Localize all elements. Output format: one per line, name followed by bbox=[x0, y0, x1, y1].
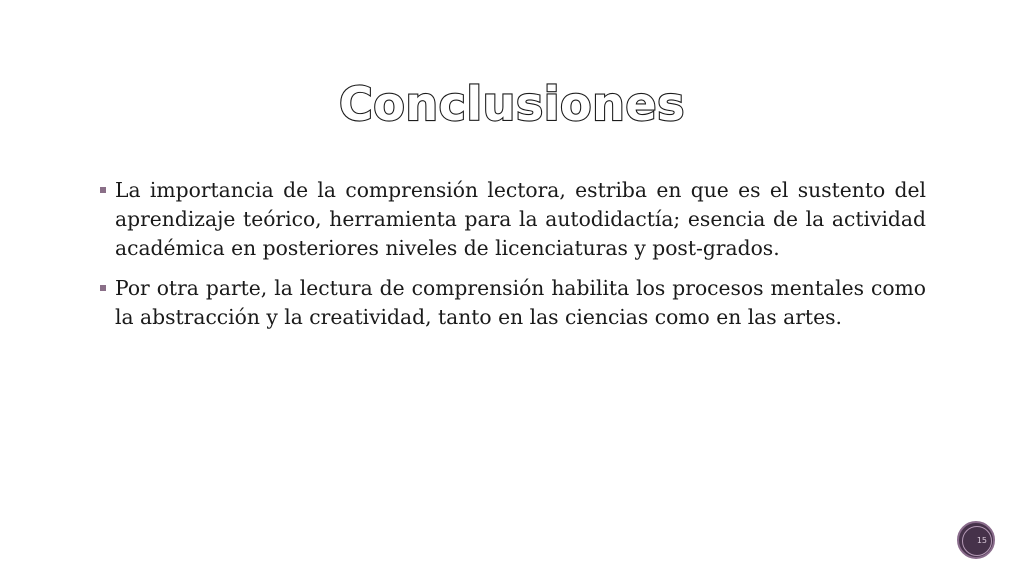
square-bullet-icon bbox=[100, 285, 106, 291]
page-number-badge bbox=[957, 521, 995, 559]
bullet-list bbox=[100, 176, 926, 343]
slide-title: Conclusiones bbox=[339, 77, 685, 131]
square-bullet-icon bbox=[100, 187, 106, 193]
bullet-item bbox=[100, 274, 926, 332]
bullet-text: La importancia de la comprensión lectora, estriba en que es el sustento del aprendizaje teórico, herramienta para la autodidactía; esencia de la actividad académica en posteriores niveles de licenciaturas y post-grados. bbox=[115, 178, 926, 260]
bullet-item bbox=[100, 176, 926, 263]
page-number: 15 bbox=[976, 536, 987, 545]
bullet-text: Por otra parte, la lectura de comprensión habilita los procesos mentales como la abstracción y la creatividad, tanto en las ciencias como en las artes. bbox=[115, 276, 926, 329]
